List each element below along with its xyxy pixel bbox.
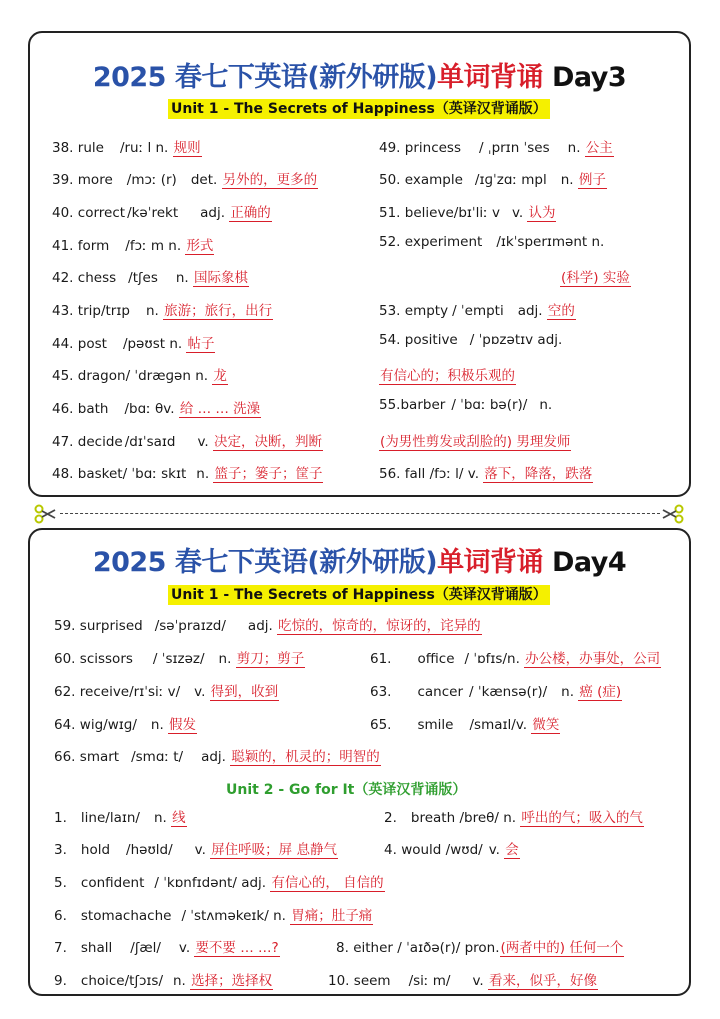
entry-text: basket (77, 466, 123, 482)
entry-text: / ˈbɑː skɪt (122, 466, 187, 482)
day4-subtitle: Unit 1 - The Secrets of Happiness（英译汉背诵版） (168, 585, 550, 605)
entry-text: /siː m/ (408, 973, 451, 989)
entry-text: confident (80, 875, 145, 891)
entry-text: v. (488, 842, 500, 858)
entry-text: /həʊld/ (126, 842, 173, 858)
entry-row (54, 806, 187, 826)
entry-text: 52. (379, 234, 401, 250)
entry-text: 8. (336, 940, 349, 956)
entry-row (54, 614, 482, 634)
entry-text: princess (404, 140, 462, 156)
entry-row (54, 904, 373, 924)
entry-text: 47. (52, 434, 74, 450)
day4-card (28, 528, 691, 996)
entry-text: breath (410, 810, 456, 826)
entry-text: bath (77, 401, 109, 417)
entry-text: /ɪkˈsperɪmənt (496, 234, 588, 250)
entry-text: decide (77, 434, 123, 450)
entry-row (379, 234, 604, 250)
entry-text: n. (196, 466, 210, 482)
meaning-text: 规则 (173, 140, 201, 156)
entry-text: n. (153, 810, 167, 826)
entry-text: n. (561, 684, 575, 700)
entry-text: /ʃæl/ (130, 940, 161, 956)
entry-text: believe (404, 205, 454, 221)
meaning-text: 选择；选择权 (191, 973, 273, 989)
entry-text: 42. (52, 270, 74, 286)
entry-text: adj. (537, 332, 563, 348)
meaning-text: 假发 (169, 717, 197, 733)
entry-text: 56. (379, 466, 401, 482)
entry-row (379, 136, 614, 156)
entry-text: more (77, 172, 113, 188)
meaning-text: 有信心的；积极乐观的 (380, 368, 515, 384)
entry-text: /smɑː t/ (131, 749, 184, 765)
entry-text: hold (80, 842, 111, 858)
entry-text: /bɪˈliː v (453, 205, 500, 221)
entry-text: 63. (370, 684, 392, 700)
entry-text: adj. (517, 303, 543, 319)
entry-row (52, 201, 272, 221)
entry-text: /dɪˈsaɪd (124, 434, 176, 450)
meaning-text: 另外的，更多的 (222, 172, 318, 188)
entry-meaning-wrap (379, 430, 571, 450)
entry-text: 53. (379, 303, 401, 319)
entry-text: n. (168, 238, 182, 254)
entry-text: /wʊd/ (445, 842, 483, 858)
entry-text: / ˈkænsə(r)/ (469, 684, 548, 700)
entry-text: 7. (54, 940, 67, 956)
entry-text: pron. (464, 940, 500, 956)
meaning-text: 呼出的气；吸入的气 (521, 810, 643, 826)
entry-text: / ˈdræɡən (125, 368, 191, 384)
entry-text: 50. (379, 172, 401, 188)
entry-text: /kəˈrekt (127, 205, 179, 221)
entry-text: /səˈpraɪzd/ (154, 618, 226, 634)
scissors-icon (662, 503, 684, 525)
entry-text: /tʃɔɪs/ (124, 973, 163, 989)
entry-text: /wɪɡ/ (103, 717, 137, 733)
entry-text: 62. (54, 684, 76, 700)
entry-text: 46. (52, 401, 74, 417)
entry-text: 40. (52, 205, 74, 221)
entry-text: 4. (384, 842, 397, 858)
entry-text: /trɪp (100, 303, 130, 319)
entry-text: 1. (54, 810, 67, 826)
title-year: 2025 (92, 547, 166, 578)
title-day: Day4 (551, 547, 627, 578)
entry-row (384, 806, 644, 826)
meaning-text: 办公楼，办事处，公司 (525, 651, 661, 667)
entry-text: line (80, 810, 106, 826)
day3-subtitle: Unit 1 - The Secrets of Happiness（英译汉背诵版） (168, 99, 550, 119)
meaning-text: 微笑 (532, 717, 560, 733)
meaning-text: 屏住呼吸；屏 息静气 (211, 842, 337, 858)
entry-meaning-wrap (379, 364, 516, 384)
entry-row (52, 332, 215, 352)
entry-text: / ˈkɒnfɪdənt/ (154, 875, 237, 891)
entry-text: would (401, 842, 442, 858)
meaning-text: 落下，降落，跌落 (484, 466, 593, 482)
meaning-text: 癌 (症) (579, 684, 622, 700)
title-recite: 单词背诵 (437, 62, 544, 93)
entry-text: n. (145, 303, 159, 319)
entry-row (52, 136, 202, 156)
meaning-text: 龙 (213, 368, 227, 384)
meaning-text: 正确的 (230, 205, 271, 221)
entry-row (384, 838, 520, 858)
entry-text: adj. (247, 618, 273, 634)
day3-title (30, 55, 689, 94)
meaning-text: 吃惊的，惊奇的，惊讶的，诧异的 (278, 618, 481, 634)
entry-text: 5. (54, 875, 67, 891)
entry-row (52, 299, 273, 319)
entry-row (52, 430, 323, 450)
entry-text: n. (503, 810, 517, 826)
entry-row (379, 397, 552, 413)
entry-text: n. (195, 368, 209, 384)
entry-text: /ɪɡˈzɑː mpl (474, 172, 547, 188)
entry-text: 49. (379, 140, 401, 156)
unit2-subtitle: Unit 2 - Go for It（英译汉背诵版） (226, 782, 467, 798)
entry-text: smart (79, 749, 120, 765)
meaning-text: 胃痛；肚子痛 (291, 908, 373, 924)
entry-text: /fɔː m (125, 238, 164, 254)
entry-text: / ˈaɪðə(r)/ (397, 940, 461, 956)
entry-row (52, 266, 249, 286)
entry-text: n. (173, 973, 186, 989)
entry-row (52, 364, 228, 384)
entry-text: office (417, 651, 455, 667)
entry-text: stomachache (80, 908, 172, 924)
entry-text: 39. (52, 172, 74, 188)
entry-text: adj. (201, 749, 226, 765)
entry-text: n. (155, 140, 169, 156)
entry-row (54, 936, 280, 956)
meaning-text: 要不要 … …? (195, 940, 279, 956)
entry-text: 64. (54, 717, 76, 733)
meaning-text: 形式 (186, 238, 214, 254)
entry-text: /mɔː (r) (126, 172, 177, 188)
entry-row (54, 647, 305, 667)
cut-line (60, 513, 660, 514)
meaning-text: 国际象棋 (194, 270, 249, 286)
entry-text: choice (80, 973, 125, 989)
meaning-text: 得到，收到 (210, 684, 279, 700)
entry-text: v. (472, 973, 484, 989)
entry-text: v. (194, 684, 206, 700)
day3-card (28, 31, 691, 497)
entry-text: v. (467, 466, 479, 482)
meaning-text: 决定，决断，判断 (214, 434, 322, 450)
entry-text: /ruː l (119, 140, 152, 156)
entry-text: fall (404, 466, 426, 482)
entry-text: / ˈbɑː bə(r)/ (451, 397, 528, 413)
entry-text: v. (511, 205, 524, 221)
entry-text: surprised (79, 618, 143, 634)
entry-text: n. (273, 908, 286, 924)
entry-text: example (404, 172, 463, 188)
entry-text: 10. (328, 973, 350, 989)
meaning-text: 旅游；旅行，出行 (164, 303, 273, 319)
meaning-text: 认为 (528, 205, 556, 221)
entry-text: det. (190, 172, 218, 188)
entry-text: / ˈstʌməkeɪk/ (181, 908, 269, 924)
entry-row (54, 680, 279, 700)
day4-title (30, 540, 689, 579)
entry-text: /pəʊst (122, 336, 166, 352)
entry-text: adj. (241, 875, 267, 891)
entry-text: dragon (77, 368, 126, 384)
entry-text: 41. (52, 238, 74, 254)
entry-row (52, 397, 261, 417)
entry-text: chess (77, 270, 117, 286)
meaning-text: (为男性剪发或刮脸的) 男理发师 (380, 434, 571, 450)
entry-text: v. (515, 717, 528, 733)
entry-text: /fɔː l/ (429, 466, 464, 482)
entry-text: n. (175, 270, 189, 286)
entry-row (52, 168, 318, 188)
entry-text: /rɪˈsiː v/ (129, 684, 181, 700)
title-day: Day3 (551, 62, 627, 93)
entry-text: receive (79, 684, 130, 700)
meaning-text: 聪颖的，机灵的；明智的 (231, 749, 380, 765)
entry-text: 48. (52, 466, 74, 482)
meaning-text: 例子 (578, 172, 606, 188)
title-recite: 单词背诵 (437, 547, 544, 578)
meaning-text: 看来，似乎，好像 (488, 973, 597, 989)
entry-meaning-wrap (560, 266, 631, 286)
entry-text: 43. (52, 303, 74, 319)
entry-row (370, 647, 661, 667)
entry-text: /breθ/ (459, 810, 499, 826)
entry-row (379, 299, 576, 319)
entry-text: 51. (379, 205, 401, 221)
entry-row (54, 969, 273, 989)
entry-text: n. (560, 172, 574, 188)
meaning-text: 剪刀；剪子 (236, 651, 305, 667)
meaning-text: 帖子 (187, 336, 215, 352)
entry-text: 44. (52, 336, 74, 352)
entry-text: v. (194, 842, 206, 858)
meaning-text: (两者中的) 任何一个 (500, 940, 624, 956)
entry-text: empty (404, 303, 449, 319)
meaning-text: 公主 (585, 140, 613, 156)
entry-text: rule (77, 140, 104, 156)
entry-text: scissors (79, 651, 133, 667)
entry-text: 45. (52, 368, 74, 384)
entry-text: form (77, 238, 110, 254)
meaning-text: (科学) 实验 (561, 270, 630, 286)
meaning-text: 有信心的， 自信的 (271, 875, 384, 891)
entry-text: / ˌprɪn ˈses (479, 140, 550, 156)
meaning-text: 会 (505, 842, 519, 858)
entry-text: 38. (52, 140, 74, 156)
entry-text: 61. (370, 651, 392, 667)
meaning-text: 线 (172, 810, 186, 826)
meaning-text: 给 … … 洗澡 (179, 401, 261, 417)
entry-text: 2. (384, 810, 397, 826)
entry-row (54, 871, 385, 891)
entry-text: n. (567, 140, 581, 156)
entry-text: wig (79, 717, 104, 733)
entry-text: adj. (200, 205, 226, 221)
meaning-text: 空的 (547, 303, 575, 319)
entry-text: / ˈɒfɪs/ (464, 651, 508, 667)
entry-row (379, 201, 556, 221)
entry-row (336, 936, 624, 956)
entry-row (379, 332, 562, 348)
entry-row (379, 462, 593, 482)
entry-text: 65. (370, 717, 392, 733)
entry-text: experiment (404, 234, 483, 250)
entry-text: 59. (54, 618, 76, 634)
entry-text: either (353, 940, 393, 956)
entry-text: /bɑː θ (124, 401, 164, 417)
entry-row (52, 462, 323, 482)
title-course: 春七下英语(新外研版) (174, 547, 438, 578)
entry-text: positive (404, 332, 458, 348)
entry-text: 6. (54, 908, 67, 924)
entry-row (52, 234, 214, 254)
entry-text: v. (163, 401, 175, 417)
entry-text: trip (77, 303, 101, 319)
entry-text: 9. (54, 973, 67, 989)
entry-text: post (77, 336, 107, 352)
entry-text: 60. (54, 651, 76, 667)
entry-text: v. (178, 940, 191, 956)
entry-text: 3. (54, 842, 67, 858)
entry-text: v. (197, 434, 209, 450)
entry-text: / ˈempti (452, 303, 504, 319)
entry-text: 54. (379, 332, 401, 348)
meaning-text: 篮子；篓子；筐子 (214, 466, 323, 482)
entry-row (370, 680, 622, 700)
entry-text: n. (150, 717, 164, 733)
entry-text: 55. (379, 397, 401, 413)
entry-text: 66. (54, 749, 76, 765)
entry-text: barber (400, 397, 446, 413)
entry-text: n. (539, 397, 553, 413)
entry-text: / ˈsɪzəz/ (152, 651, 205, 667)
title-course: 春七下英语(新外研版) (174, 62, 438, 93)
entry-text: /smaɪl/ (469, 717, 516, 733)
entry-row (54, 713, 197, 733)
entry-row (54, 745, 381, 765)
entry-text: smile (417, 717, 454, 733)
entry-row (379, 168, 607, 188)
entry-text: / ˈpɒzətɪv (469, 332, 534, 348)
entry-text: shall (80, 940, 113, 956)
scissors-icon (34, 503, 56, 525)
entry-text: /tʃes (128, 270, 158, 286)
entry-text: cancer (417, 684, 464, 700)
entry-text: correct (77, 205, 126, 221)
entry-text: n. (169, 336, 183, 352)
entry-text: n. (218, 651, 232, 667)
title-year: 2025 (92, 62, 166, 93)
entry-row (328, 969, 598, 989)
entry-text: n. (591, 234, 605, 250)
entry-text: n. (507, 651, 520, 667)
entry-row (370, 713, 560, 733)
entry-text: seem (353, 973, 391, 989)
entry-text: /laɪn/ (105, 810, 140, 826)
entry-row (54, 838, 338, 858)
